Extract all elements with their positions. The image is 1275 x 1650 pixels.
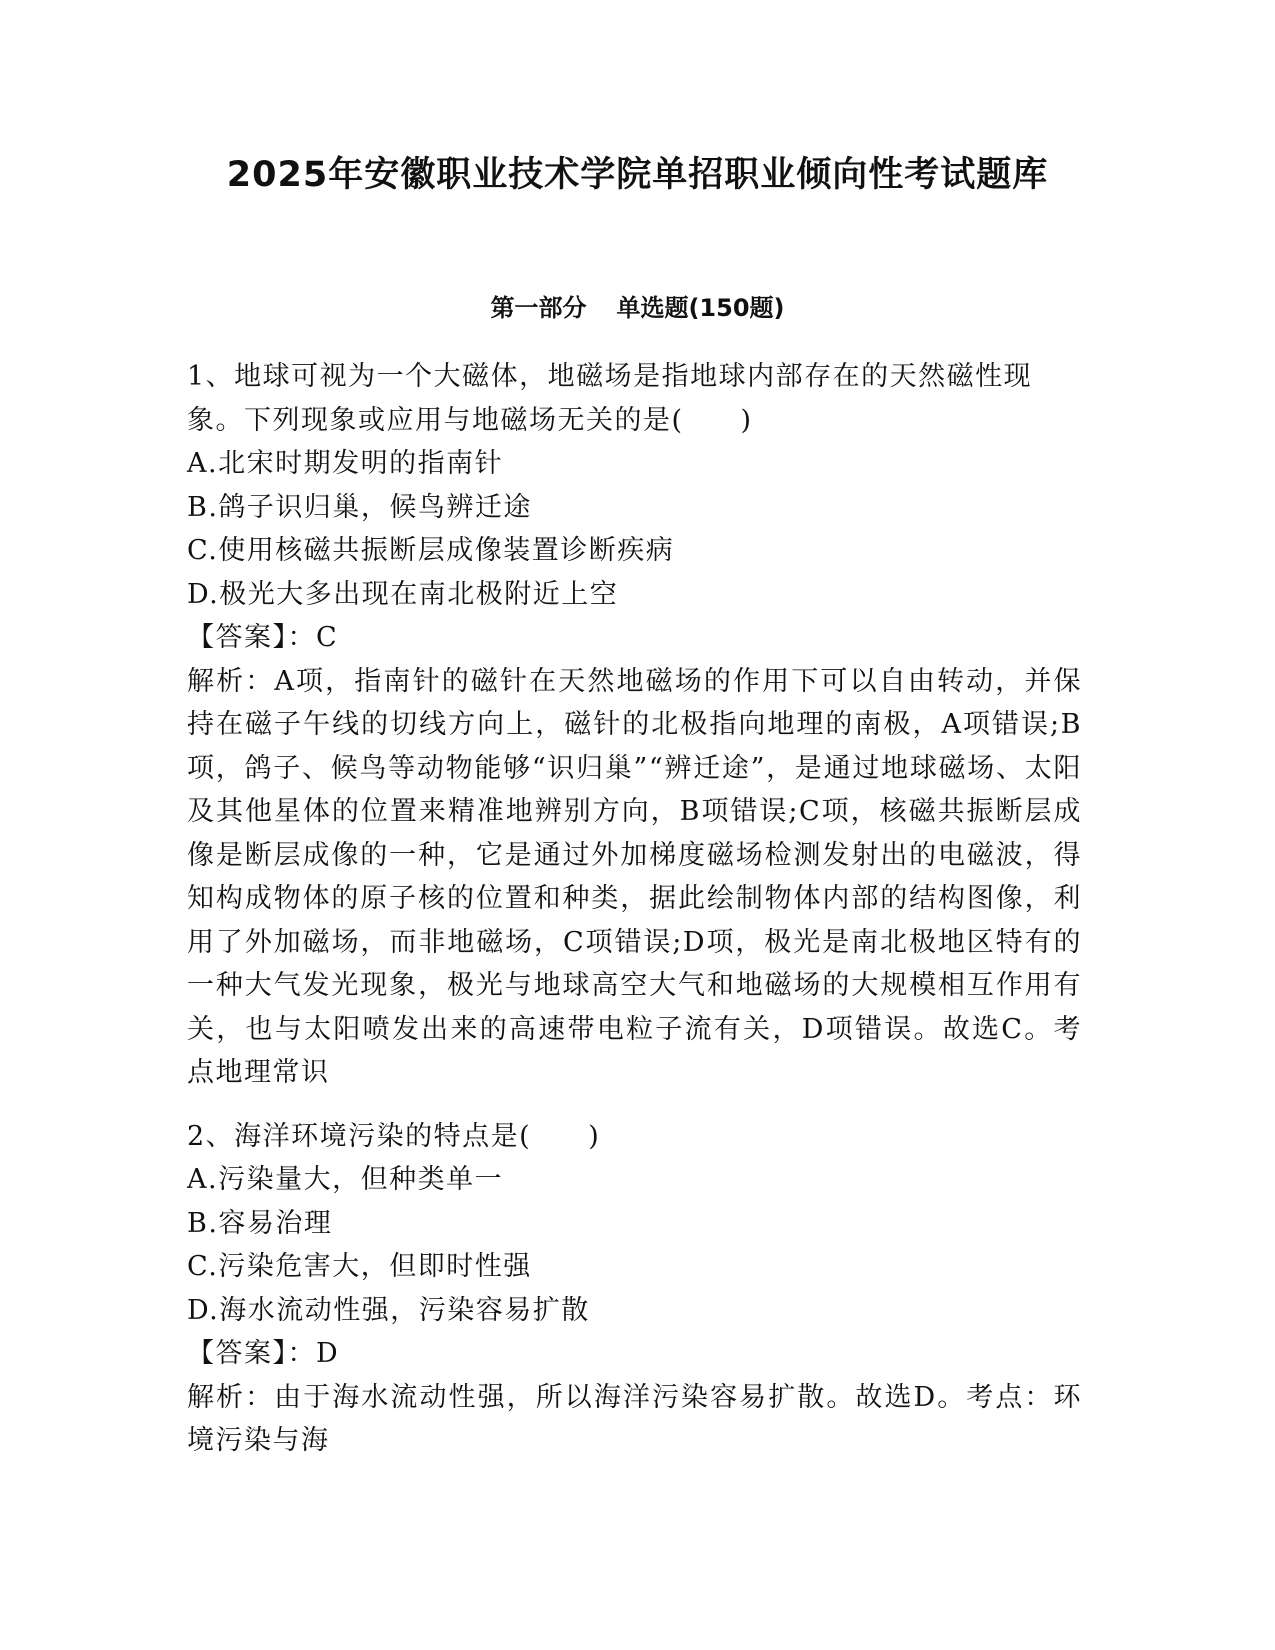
option-d: D.海水流动性强，污染容易扩散 (187, 1294, 590, 1326)
question-stem: 1、地球可视为一个大磁体，地磁场是指地球内部存在的天然磁性现象。下列现象或应用与地磁场无关的是( ) (187, 361, 1033, 436)
question-stem: 2、海洋环境污染的特点是( ) (187, 1120, 601, 1152)
option-c: C.污染危害大，但即时性强 (187, 1251, 532, 1282)
question-list (187, 355, 1082, 1463)
section-name: 单选题(150题) (616, 294, 785, 322)
option-a: A.北宋时期发明的指南针 (187, 448, 504, 479)
option-a: A.污染量大，但种类单一 (187, 1164, 504, 1195)
option-b: B.容易治理 (187, 1207, 333, 1239)
answer-line: 【答案】：C (187, 622, 339, 653)
option-d: D.极光大多出现在南北极附近上空 (187, 578, 619, 610)
analysis-text: 解析：A项，指南针的磁针在天然地磁场的作用下可以自由转动，并保持在磁子午线的切线方向上，磁针的北极指向地理的南极，A项错误;B项，鸽子、候鸟等动物能够“识归巢”“辨迁途”，是通过地球磁场、太阳及其他星体的位置来精准地辨别方向，B项错误;C项，核磁共振断层成像是断层成像的一种，它是通过外加梯度磁场检测发射出的电磁波，得知构成物体的原子核的位置和种类，据此绘制物体内部的结构图像，利用了外加磁场，而非地磁场，C项错误;D项，极光是南北极地区特有的一种大气发光现象，极光与地球高空大气和地磁场的大规模相互作用有关，也与太阳喷发出来的高速带电粒子流有关，D项错误。故选C。考点地理常识 (187, 665, 1082, 1088)
answer-line: 【答案】：D (187, 1338, 340, 1369)
question-2 (187, 1115, 1082, 1463)
option-c: C.使用核磁共振断层成像装置诊断疾病 (187, 535, 675, 566)
document-title: 2025年安徽职业技术学院单招职业倾向性考试题库 (226, 155, 1049, 195)
option-b: B.鸽子识归巢，候鸟辨迁途 (187, 491, 532, 523)
analysis-text: 解析：由于海水流动性强，所以海洋污染容易扩散。故选D。考点：环境污染与海 (187, 1381, 1082, 1456)
question-1 (187, 355, 1082, 1095)
section-part: 第一部分 (490, 294, 587, 322)
section-heading (0, 290, 1275, 326)
